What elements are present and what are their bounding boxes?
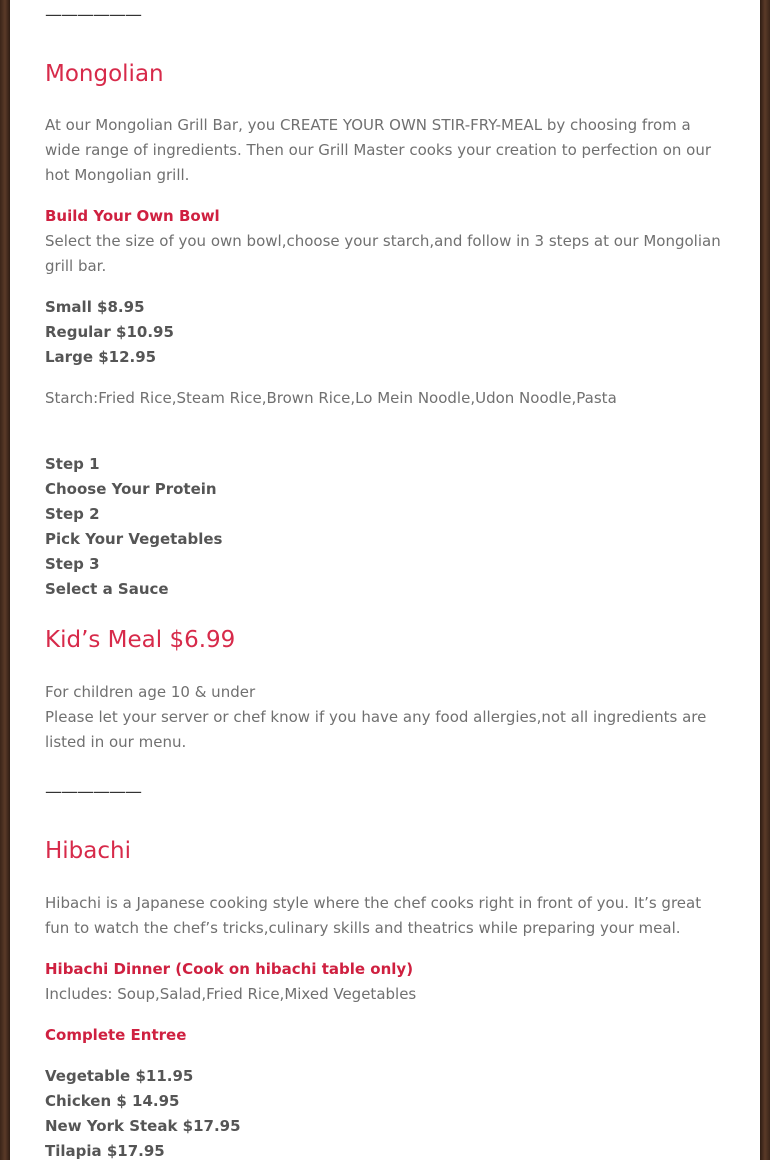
hibachi-dinner-heading: Hibachi Dinner (Cook on hibachi table only): [45, 960, 414, 978]
menu-panel: [10, 0, 760, 1160]
size-list: [45, 295, 174, 370]
step-3-text: Select a Sauce: [45, 580, 169, 598]
mongolian-title: Mongolian: [45, 61, 164, 87]
size-small: Small $8.95: [45, 298, 145, 316]
step-1-label: Step 1: [45, 455, 100, 473]
complete-entree-heading: Complete Entree: [45, 1026, 187, 1044]
entree-tilapia: Tilapia $17.95: [45, 1142, 165, 1160]
kids-age-note: For children age 10 & under: [45, 683, 256, 701]
hibachi-intro: Hibachi is a Japanese cooking style where the chef cooks right in front of you. It’s great fun to watch the chef’s tricks,culinary skills and theatrics while preparing your meal.: [45, 894, 702, 937]
hibachi-title: Hibachi: [45, 838, 131, 864]
step-3-label: Step 3: [45, 555, 100, 573]
entree-ny-steak: New York Steak $17.95: [45, 1117, 241, 1135]
step-2-text: Pick Your Vegetables: [45, 530, 223, 548]
wood-border-left: [0, 0, 10, 1160]
build-bowl-text: Select the size of you own bowl,choose your starch,and follow in 3 steps at our Mongolian grill bar.: [45, 232, 721, 275]
step-2-label: Step 2: [45, 505, 100, 523]
entree-chicken: Chicken $ 14.95: [45, 1092, 180, 1110]
entree-vegetable: Vegetable $11.95: [45, 1067, 194, 1085]
step-list: [45, 452, 222, 602]
step-1-text: Choose Your Protein: [45, 480, 217, 498]
wood-border-right: [760, 0, 770, 1160]
kids-meal-title: Kid’s Meal $6.99: [45, 627, 236, 653]
section-divider: ——————: [45, 5, 141, 25]
size-large: Large $12.95: [45, 348, 157, 366]
size-regular: Regular $10.95: [45, 323, 174, 341]
allergy-note: Please let your server or chef know if you have any food allergies,not all ingredients are listed in our menu.: [45, 708, 707, 751]
build-bowl-heading: Build Your Own Bowl: [45, 207, 220, 225]
mongolian-intro: At our Mongolian Grill Bar, you CREATE YOUR OWN STIR-FRY-MEAL by choosing from a wide range of ingredients. Then our Grill Master cooks your creation to perfection on our hot Mongolian grill.: [45, 116, 712, 184]
section-divider-hibachi: ——————: [45, 782, 141, 802]
entree-list: [45, 1064, 241, 1160]
starch-options: Starch:Fried Rice,Steam Rice,Brown Rice,Lo Mein Noodle,Udon Noodle,Pasta: [45, 389, 617, 407]
hibachi-includes: Includes: Soup,Salad,Fried Rice,Mixed Vegetables: [45, 985, 417, 1003]
